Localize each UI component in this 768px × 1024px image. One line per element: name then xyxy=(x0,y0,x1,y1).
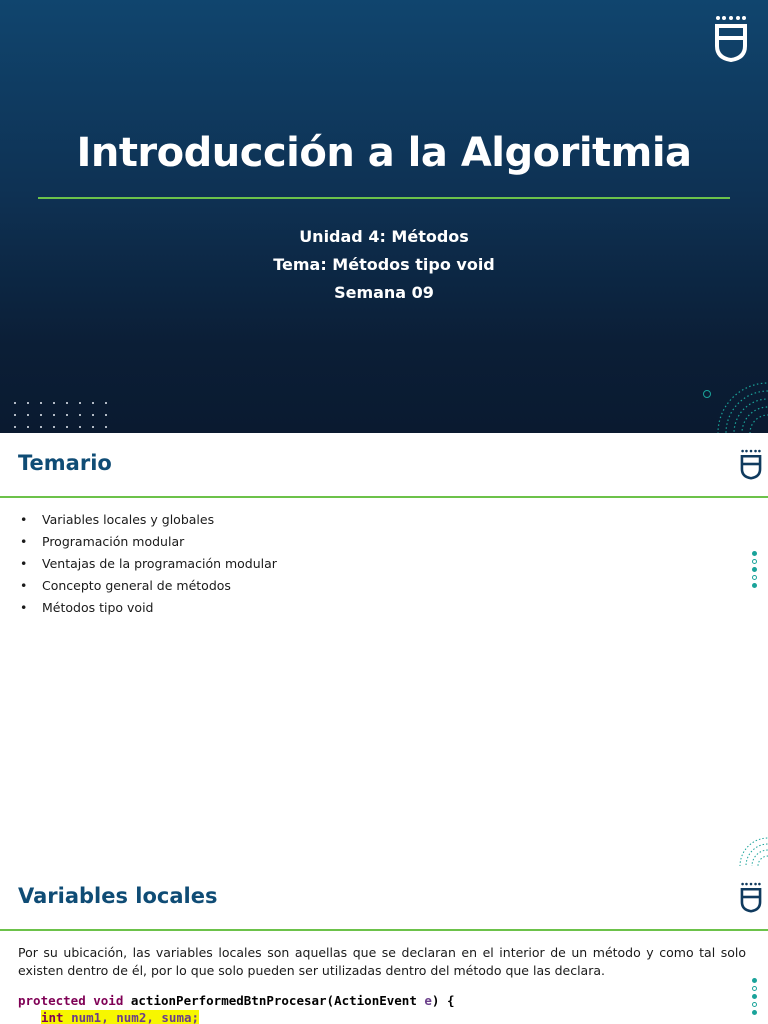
description-paragraph: Por su ubicación, las variables locales son aquellas que se declaran en el interior de un método y como tal solo existen dentro de él, por lo que solo pueden ser utilizadas dentro del método que las declara. xyxy=(18,945,746,978)
circular-dot-pattern xyxy=(690,370,768,433)
variables-slide xyxy=(0,866,768,1024)
title-divider xyxy=(38,197,730,199)
topic-label: Tema: Métodos tipo void xyxy=(273,255,495,274)
bullet-icon: • xyxy=(20,556,28,571)
university-crest-icon xyxy=(740,448,762,480)
temario-heading: Temario xyxy=(18,451,112,475)
bullet-icon: • xyxy=(20,578,28,593)
list-item: • Ventajas de la programación modular xyxy=(18,553,277,575)
bullet-icon: • xyxy=(20,600,28,615)
code-line-1: protected void actionPerformedBtnProcesar(ActionEvent e) { xyxy=(18,993,455,1008)
heading-divider xyxy=(0,496,768,498)
side-dot-pattern xyxy=(752,551,757,588)
unit-label: Unidad 4: Métodos xyxy=(299,227,469,246)
circular-dot-pattern xyxy=(728,833,768,866)
topic-list xyxy=(18,509,277,619)
list-item: • Concepto general de métodos xyxy=(18,575,277,597)
bullet-icon: • xyxy=(20,534,28,549)
highlighted-declaration: int num1, num2, suma; xyxy=(41,1010,200,1024)
temario-slide xyxy=(0,433,768,866)
week-label: Semana 09 xyxy=(334,283,434,302)
side-dot-pattern xyxy=(752,978,757,1015)
bullet-icon: • xyxy=(20,512,28,527)
university-crest-icon xyxy=(740,881,762,913)
variables-heading: Variables locales xyxy=(18,884,218,908)
presentation-title: Introducción a la Algoritmia xyxy=(76,130,692,176)
list-item: • Métodos tipo void xyxy=(18,597,277,619)
list-item: • Variables locales y globales xyxy=(18,509,277,531)
list-item: • Programación modular xyxy=(18,531,277,553)
dot-pattern-left xyxy=(14,402,118,428)
heading-divider xyxy=(0,929,768,931)
university-crest-icon xyxy=(714,14,748,62)
cover-slide xyxy=(0,0,768,433)
code-line-2 xyxy=(41,1010,199,1024)
